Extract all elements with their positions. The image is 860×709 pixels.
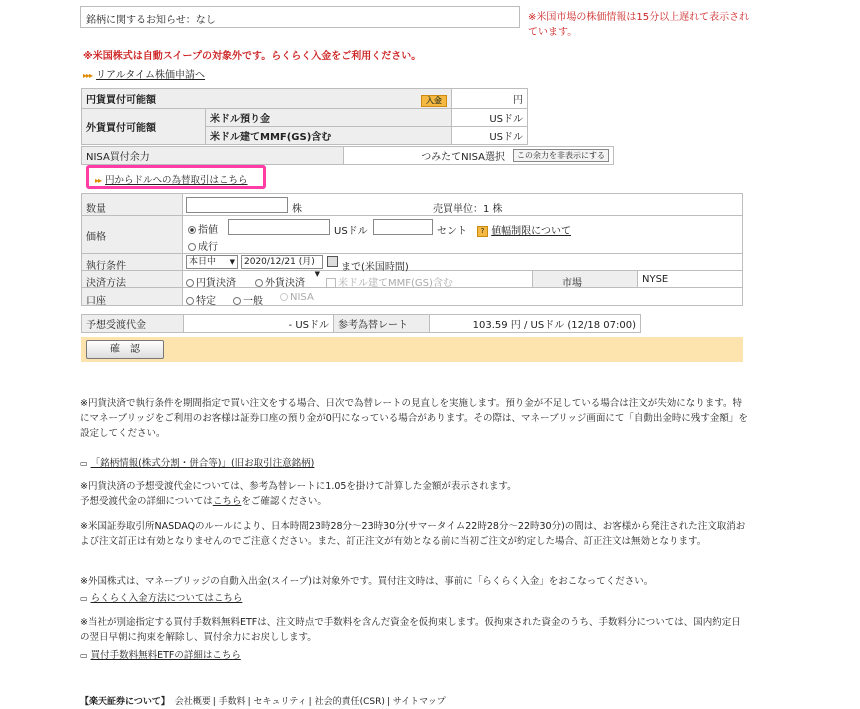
link-icon: ▭: [80, 594, 88, 603]
confirm-button[interactable]: 確 認: [86, 340, 164, 359]
link-icon: ▭: [80, 459, 88, 468]
arrow-icon: ▸▸▸: [83, 71, 93, 80]
stock-info-link[interactable]: 「銘柄情報(株式分割・併合等)」(旧お取引注意銘柄): [90, 458, 315, 469]
footer-link-sitemap[interactable]: サイトマップ: [392, 697, 446, 707]
qty-input[interactable]: [186, 197, 288, 213]
help-icon: ?: [477, 226, 488, 237]
estimate-label: 予想受渡代金: [82, 315, 184, 333]
settle-yen-radio[interactable]: [186, 279, 194, 287]
note-1: ※円貨決済で執行条件を期間指定で買い注文をする場合、日次で為替レートの見直しを実施します。預り金が不足している場合は注文が失効になります。特にマネーブリッジをご利用のお客様は証券口座の預り金が0円になっている場合があります。その際は、マネーブリッジ画面にて「自動出金時に残す金額」を設定してください。: [80, 398, 748, 439]
account-nisa-row: [280, 292, 314, 303]
footer-about: 【楽天証券について】: [80, 697, 170, 707]
usd-deposit-value: USドル: [451, 109, 527, 127]
date-select-value: 2020/12/21 (月): [244, 257, 315, 267]
fx-link[interactable]: 円からドルへの為替取引はこちら: [105, 175, 248, 186]
footer: 【楽天証券について】 会社概要 | 手数料 | セキュリティ | 社会的責任(CSR) | サイトマップ: [80, 697, 446, 707]
calendar-icon[interactable]: [327, 256, 338, 267]
limit-label: 指値: [198, 225, 218, 236]
sweep-warning: ※米国株式は自動スイープの対象外です。らくらく入金をご利用ください。: [83, 51, 422, 62]
note-2b: [80, 494, 750, 509]
nisa-value: つみたてNISA選択: [344, 147, 510, 165]
account-nisa-label: NISA: [290, 292, 314, 303]
limit-radio[interactable]: [188, 226, 196, 234]
row-divider: [82, 270, 742, 271]
account-ippan-label: 一般: [243, 296, 263, 307]
note-2a: ※円貨決済の予想受渡代金については、参考為替レートに1.05を掛けて計算した金額が表示されます。: [80, 481, 517, 492]
market-name-label: 市場: [562, 278, 582, 289]
footer-link-csr[interactable]: 社会的責任(CSR): [314, 697, 385, 707]
nisa-row-table: [81, 146, 614, 165]
usd-mmf-label: 米ドル建てMMF(GS)含む: [206, 127, 452, 145]
account-ippan-row[interactable]: [233, 292, 263, 307]
footer-link-fee[interactable]: 手数料: [218, 697, 246, 707]
nyukin-button[interactable]: 入金: [421, 95, 447, 107]
account-nisa-radio: [280, 293, 288, 301]
yen-power-cell: [82, 89, 452, 109]
rakuraku-link[interactable]: らくらく入金方法についてはこちら: [90, 593, 243, 604]
realtime-link-row[interactable]: [83, 66, 205, 81]
qty-label: 数量: [86, 204, 106, 215]
note-4: ※外国株式は、マネーブリッジの自動入出金(スイープ)は対象外です。買付注文時は、事前に「らくらく入金」をおこなってください。: [80, 576, 654, 587]
account-ippan-radio[interactable]: [233, 297, 241, 305]
foreign-power-label: 外貨買付可能額: [82, 109, 206, 145]
etf-fee-link[interactable]: 買付手数料無料ETFの詳細はこちら: [90, 650, 241, 661]
cond-select-value: 本日中: [189, 257, 217, 267]
link-icon: ▭: [80, 651, 88, 660]
rate-label: 参考為替レート: [334, 315, 430, 333]
market-radio[interactable]: [188, 243, 196, 251]
chevron-down-icon: ▼: [229, 258, 235, 266]
price-cent-input[interactable]: [373, 219, 433, 235]
estimate-table: [81, 314, 641, 333]
price-limit-link-row[interactable]: [477, 222, 571, 237]
note-5: ※当社が別途指定する買付手数料無料ETFは、注文時点で手数料を含んだ資金を仮拘束します。仮拘束された資金のうち、手数料分については、国内約定日の翌日早朝に拘束を解除し、買付余力にお戻しします。: [80, 617, 741, 643]
settle-foreign-radio[interactable]: [255, 279, 263, 287]
date-suffix: まで(米国時間): [341, 262, 409, 273]
account-label: 口座: [86, 296, 106, 307]
yen-power-value: 円: [451, 89, 527, 109]
estimate-detail-link[interactable]: こちら: [212, 496, 242, 507]
price-limit-link[interactable]: 値幅制限について: [491, 226, 571, 237]
settle-yen-label: 円貨決済: [196, 278, 236, 289]
account-tokutei-label: 特定: [196, 296, 216, 307]
market-radio-row[interactable]: [188, 238, 218, 253]
delay-note: ※米国市場の株価情報は15分以上遅れて表示されています。: [528, 12, 750, 38]
footer-link-company[interactable]: 会社概要: [174, 697, 211, 707]
link1-row[interactable]: [80, 455, 314, 469]
fx-link-row[interactable]: [95, 172, 248, 186]
link4-row[interactable]: [80, 590, 242, 604]
market-name-value: NYSE: [642, 274, 669, 285]
rate-value: 103.59 円 / USドル (12/18 07:00): [430, 315, 641, 333]
row-divider: [82, 215, 742, 216]
row-divider: [82, 253, 742, 254]
cond-label: 執行条件: [86, 261, 126, 272]
buying-power-table: [81, 88, 528, 145]
market-label: 成行: [198, 242, 218, 253]
usd-deposit-label: 米ドル預り金: [206, 109, 452, 127]
notice-label: 銘柄に関するお知らせ：なし: [86, 15, 216, 26]
footer-link-security[interactable]: セキュリティ: [253, 697, 307, 707]
account-tokutei-row[interactable]: [186, 292, 216, 307]
note-3: ※米国証券取引所NASDAQのルールにより、日本時間23時28分～23時30分(サマータイム22時28分～22時30分)の間は、お客様から発注された注文取消および注文訂正は有効となりませんのでご注意ください。また、訂正注文が有効となる前に当初ご注文が約定した場合、訂正注文は無効となります。: [80, 521, 746, 547]
settle-foreign-row[interactable]: [255, 274, 305, 289]
qty-unit: 株: [292, 204, 302, 215]
note-2b-post: をご確認ください。: [241, 496, 327, 507]
usd-unit: USドル: [334, 226, 368, 237]
cond-select[interactable]: [186, 255, 238, 269]
trade-unit: 売買単位：1 株: [433, 204, 503, 215]
account-tokutei-radio[interactable]: [186, 297, 194, 305]
link5-row[interactable]: [80, 647, 241, 661]
usd-mmf-value: USドル: [451, 127, 527, 145]
settle-mmf-label: 米ドル建てMMF(GS)含む: [338, 278, 453, 289]
hide-nisa-button[interactable]: この余力を非表示にする: [513, 149, 609, 162]
yen-power-label: 円貨買付可能額: [86, 94, 156, 106]
nisa-label: NISA買付余力: [82, 147, 344, 165]
date-select[interactable]: [241, 255, 323, 278]
settle-mmf-row: [326, 274, 453, 289]
checkbox-icon: [326, 278, 336, 288]
price-usd-input[interactable]: [228, 219, 330, 235]
price-label: 価格: [86, 232, 106, 243]
estimate-value: - USドル: [184, 315, 334, 333]
settle-foreign-label: 外貨決済: [265, 278, 305, 289]
realtime-link[interactable]: リアルタイム株価申請へ: [96, 70, 206, 81]
settle-yen-row[interactable]: [186, 274, 236, 289]
note-2b-pre: 予想受渡代金の詳細については: [80, 496, 213, 507]
arrow-icon: ▸▸: [95, 176, 102, 185]
market-name-cell: [532, 271, 638, 287]
confirm-bar: [81, 337, 743, 362]
chevron-down-icon: ▼: [314, 270, 320, 278]
cent-unit: セント: [437, 226, 467, 237]
limit-radio-row[interactable]: [188, 221, 218, 236]
settle-label: 決済方法: [86, 278, 126, 289]
